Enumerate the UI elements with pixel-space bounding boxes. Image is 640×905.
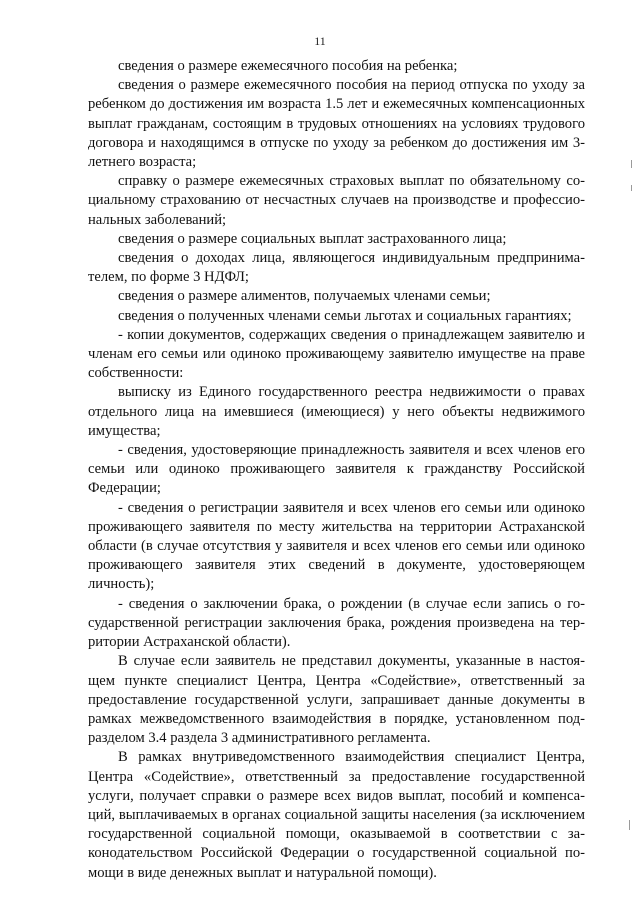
document-body xyxy=(88,57,585,883)
paragraph-insurance-payments: справку о размере ежемесячных страховых выплат по обязательному социальному страхованию от несчастных случаев на производстве и профессиональных заболеваний; xyxy=(88,173,585,228)
paragraph-benefits-guarantees: сведения о полученных членами семьи льготах и социальных гарантиях; xyxy=(118,307,572,324)
paragraph-marriage-birth: - сведения о заключении брака, о рождении (в случае если запись о государственной регистрации заключения брака, рождения произведена на территории Астраханской области). xyxy=(88,595,585,651)
paragraph-intradepartmental-request: В рамках внутриведомственного взаимодействия специалист Центра, Центра «Содействие», ответственный за предоставление государственной услуги, получает справки о размере всех видов выплат, пособий и компенсаций, выплачиваемых в органах социальной защиты населения (за исключением государственной социальной помощи, оказываемой в соответствии с законодательством Российской Федерации о государственной социальной помощи в виде денежных выплат и натуральной помощи). xyxy=(88,749,585,881)
page-number: 11 xyxy=(314,34,326,48)
paragraph-monthly-child-benefit: сведения о размере ежемесячного пособия на ребенка; xyxy=(118,58,458,74)
paragraph-interdepartmental-request: В случае если заявитель не представил документы, указанные в настоящем пункте специалист Центра, Центра «Содействие», ответственный за предоставление государственной услуги, запрашивает данные документы в рамках межведомственного взаимодействия в порядке, установленном подразделом 3.4 раздела 3 административного регламента. xyxy=(88,653,585,747)
paragraph-social-payments: сведения о размере социальных выплат застрахованного лица; xyxy=(118,230,507,247)
paragraph-citizenship: - сведения, удостоверяющие принадлежность заявителя и всех членов его семьи или одиноко проживающего заявителя к гражданству Российской Федерации; xyxy=(88,442,585,497)
paragraph-real-estate-extract: выписку из Единого государственного реестра недвижимости о правах отдельного лица на имевшиеся (имеющиеся) у него объекты недвижимого имущества; xyxy=(88,384,585,439)
scan-edge-mark xyxy=(629,820,630,830)
scan-edge-mark xyxy=(631,185,632,191)
paragraph-property-documents: - копии документов, содержащих сведения о принадлежащем заявителю и членам его семьи или одиноко проживающему заявителю имуществе на праве собственности: xyxy=(88,326,585,382)
paragraph-entrepreneur-income: сведения о доходах лица, являющегося индивидуальным предпринимателем, по форме 3 НДФЛ; xyxy=(88,250,585,286)
paragraph-childcare-leave-benefit: сведения о размере ежемесячного пособия на период отпуска по уходу за ребенком до достижения им возраста 1.5 лет и ежемесячных компенсационных выплат гражданам, состоящим в трудовых отношениях на условиях трудового договора и находящимся в отпуске по уходу за ребенком до достижения им 3-летнего возраста; xyxy=(88,77,585,171)
paragraph-alimony: сведения о размере алиментов, получаемых членами семьи; xyxy=(118,288,491,305)
scan-edge-mark xyxy=(631,160,632,168)
paragraph-registration: - сведения о регистрации заявителя и всех членов его семьи или одиноко проживающего заявителя по месту жительства на территории Астраханской области (в случае отсутствия у заявителя и всех членов его семьи или одиноко проживающего заявителя этих сведений в документе, удостоверяющем личность); xyxy=(88,499,585,593)
